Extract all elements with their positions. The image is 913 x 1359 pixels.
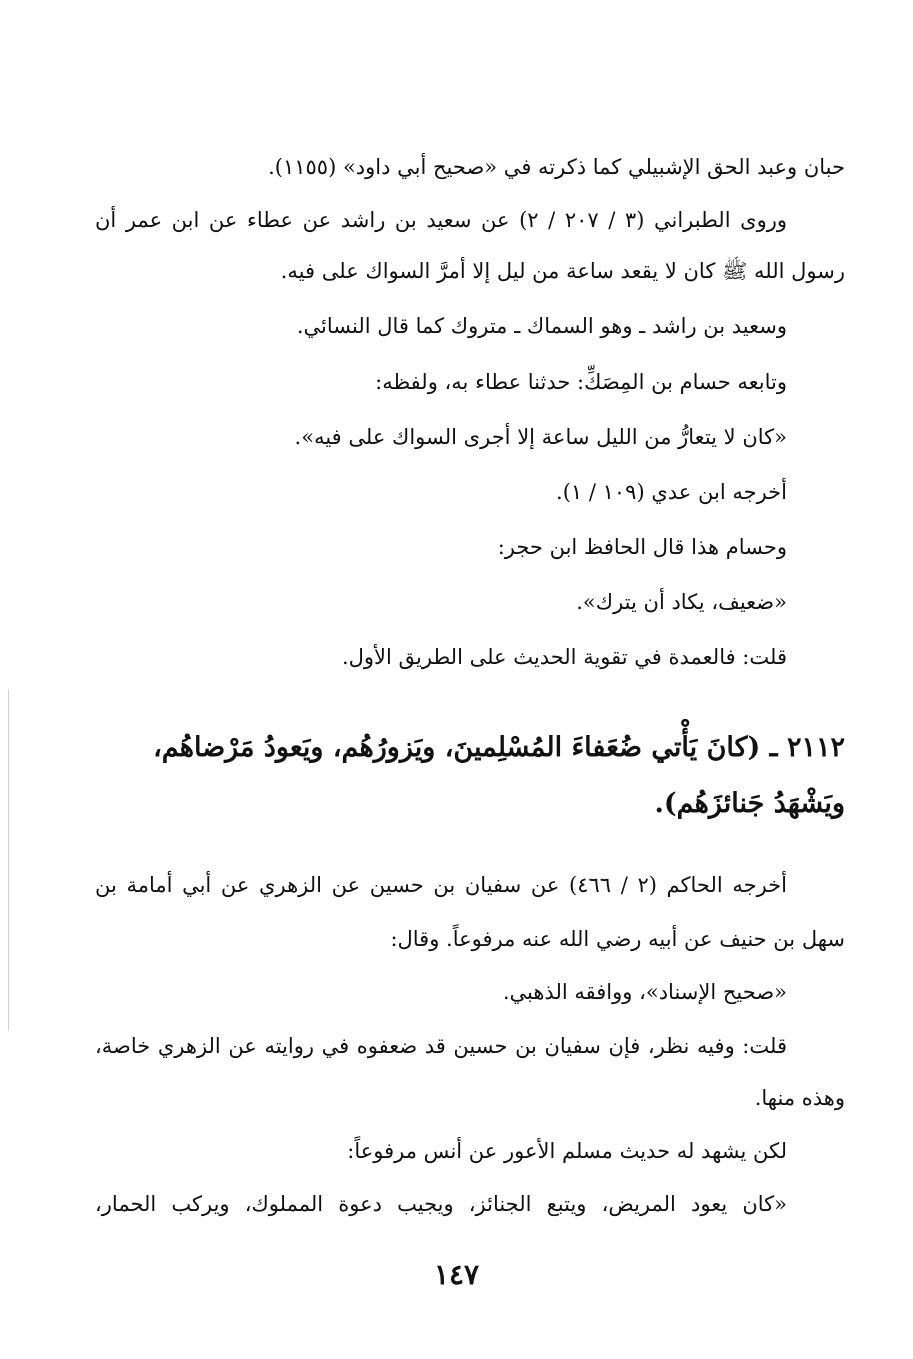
quote-line: «كان يعود المريض، ويتبع الجنائز، ويجيب دعوة المملوك، ويركب الحمار، <box>95 1192 787 1216</box>
scan-edge-mark <box>8 690 9 1030</box>
text-line: وسعيد بن راشد ـ وهو السماك ـ متروك كما قال النسائي. <box>296 314 787 338</box>
text-line: وتابعه حسام بن المِصَكِّ: حدثنا عطاء به، ولفظه: <box>375 370 787 394</box>
quote-line: «ضعيف، يكاد أن يترك». <box>576 590 787 614</box>
text-line: أخرجه ابن عدي (١٠٩ / ١). <box>556 480 787 504</box>
text-line: قلت: وفيه نظر، فإن سفيان بن حسين قد ضعفوه في روايته عن الزهري خاصة، <box>95 1034 787 1058</box>
text-line: وهذه منها. <box>754 1086 845 1110</box>
document-page <box>95 128 845 1328</box>
hadith-heading: ٢١١٢ ـ (كانَ يَأْتي ضُعَفاءَ المُسْلِمينَ، ويَزورُهُم، ويَعودُ مَرْضاهُم، <box>153 732 845 763</box>
text-line: وروى الطبراني (٣ / ٢٠٧ / ٢) عن سعيد بن راشد عن عطاء عن ابن عمر أن <box>95 208 787 232</box>
page-number: ١٤٧ <box>433 1258 480 1291</box>
text-line: سهل بن حنيف عن أبيه رضي الله عنه مرفوعاً. وقال: <box>390 927 845 951</box>
text-line: رسول الله ﷺ كان لا يقعد ساعة من ليل إلا أمرَّ السواك على فيه. <box>280 259 845 283</box>
quote-line: «كان لا يتعارُّ من الليل ساعة إلا أجرى السواك على فيه». <box>294 425 787 449</box>
text-line: قلت: فالعمدة في تقوية الحديث على الطريق الأول. <box>341 645 787 669</box>
text-line: أخرجه الحاكم (٢ / ٤٦٦) عن سفيان بن حسين عن الزهري عن أبي أمامة بن <box>95 873 787 897</box>
hadith-heading: ويَشْهَدُ جَنائزَهُم). <box>654 788 845 819</box>
quote-line: «صحيح الإسناد»، ووافقه الذهبي. <box>502 980 787 1004</box>
text-line: لكن يشهد له حديث مسلم الأعور عن أنس مرفوعاً: <box>347 1139 787 1163</box>
text-line: وحسام هذا قال الحافظ ابن حجر: <box>497 535 787 559</box>
text-line: حبان وعبد الحق الإشبيلي كما ذكرته في «صحيح أبي داود» (١١٥٥). <box>268 155 845 179</box>
